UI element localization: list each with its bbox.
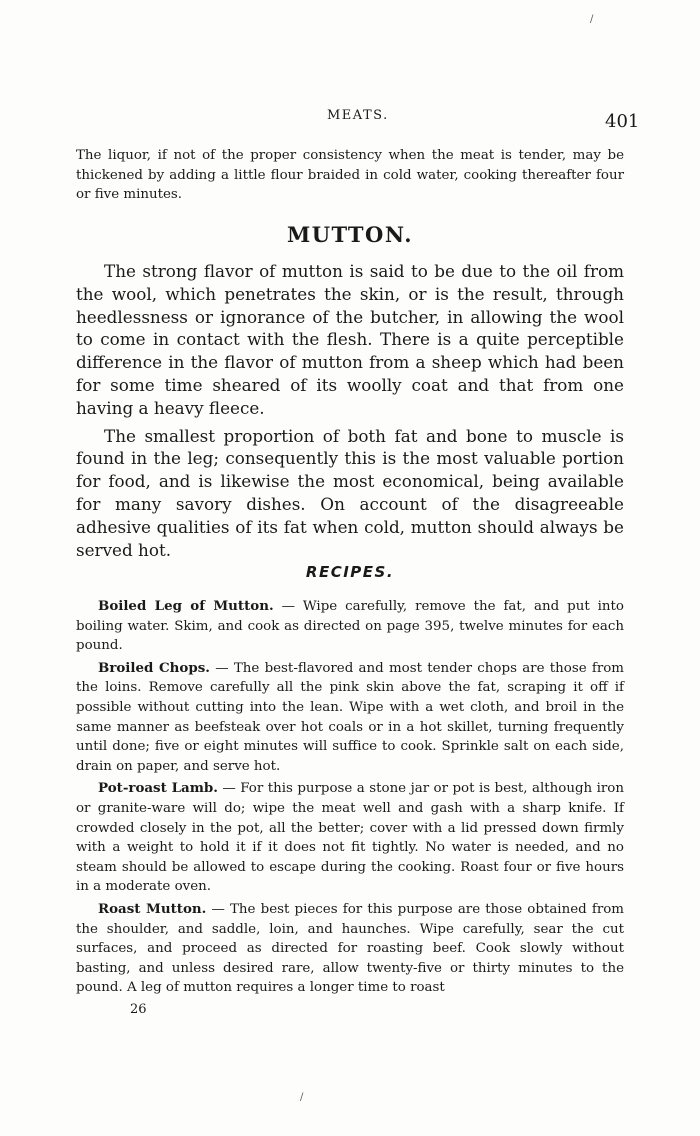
recipe-entry bbox=[76, 900, 624, 998]
page-number: 401 bbox=[605, 111, 640, 132]
section-body bbox=[76, 260, 624, 566]
recipe-text: — Wipe carefully, remove the fat, and put into boiling water. Skim, and cook as directed on page 395, twelve minutes for each pound. bbox=[76, 599, 624, 654]
body-paragraph: The smallest proportion of both fat and bone to muscle is found in the leg; consequently this is the most valuable portion for food, and is likewise the most economical, being available for many savory dishes. On account of the disagreeable adhesive qualities of its fat when cold, mutton should always be served hot. bbox=[76, 425, 624, 560]
recipes-list bbox=[76, 597, 624, 1001]
signature-mark: 26 bbox=[130, 1002, 147, 1017]
recipe-entry bbox=[76, 597, 624, 656]
body-paragraph: The strong flavor of mutton is said to be due to the oil from the wool, which penetrates the skin, or is the result, through heedlessness or ignorance of the butcher, in allowing the wool to come in contact with the flesh. There is a quite perceptible difference in the flavor of mutton from a sheep which had been for some time sheared of its woolly coat and that from one having a heavy fleece. bbox=[76, 261, 624, 418]
recipe-text: — The best pieces for this purpose are those obtained from the shoulder, and saddle, loin, and haunches. Wipe carefully, sear the cut surfaces, and proceed as directed for roasting beef. Cook slowly without basting, and unless desired rare, allow twenty-five or thirty minutes to the pound. A leg of mutton requires a longer time to roast bbox=[76, 901, 624, 996]
section-heading: MUTTON. bbox=[286, 222, 414, 247]
recipe-title: Boiled Leg of Mutton. bbox=[98, 598, 274, 614]
recipe-title: Broiled Chops. bbox=[98, 659, 210, 676]
recipe-text: — For this purpose a stone jar or pot is best, although iron or granite-ware will do; wipe the meat well and gash with a sharp knife. If crowded closely in the pot, all the better; cover with a lid pressed down firmly with a weight to hold it if it does not fit tightly. No water is needed, and no steam should be allowed to escape during the cooking. Roast four or five hours in a moderate oven. bbox=[76, 781, 624, 895]
running-head bbox=[0, 108, 700, 132]
recipe-entry bbox=[76, 779, 624, 897]
recipe-text: — The best-flavored and most tender chops are those from the loins. Remove carefully all the pink skin above the fat, scraping it off if possible without cutting into the lean. Wipe with a wet cloth, and broil in the same manner as beefsteak over hot coals or in a hot skillet, turning frequently until done; five or eight minutes will suffice to cook. Sprinkle salt on each side, drain on paper, and serve hot. bbox=[76, 660, 624, 774]
stray-mark: / bbox=[300, 1092, 304, 1103]
recipe-entry bbox=[76, 659, 624, 777]
intro-paragraph: The liquor, if not of the proper consistency when the meat is tender, may be thickened by adding a little flour braided in cold water, cooking thereafter four or five minutes. bbox=[76, 148, 624, 203]
recipe-title: Pot-roast Lamb. bbox=[98, 780, 218, 797]
stray-mark: / bbox=[590, 14, 594, 25]
running-title: MEATS. bbox=[327, 108, 389, 123]
recipe-title: Roast Mutton. bbox=[98, 900, 207, 917]
recipes-heading: RECIPES. bbox=[305, 563, 395, 581]
